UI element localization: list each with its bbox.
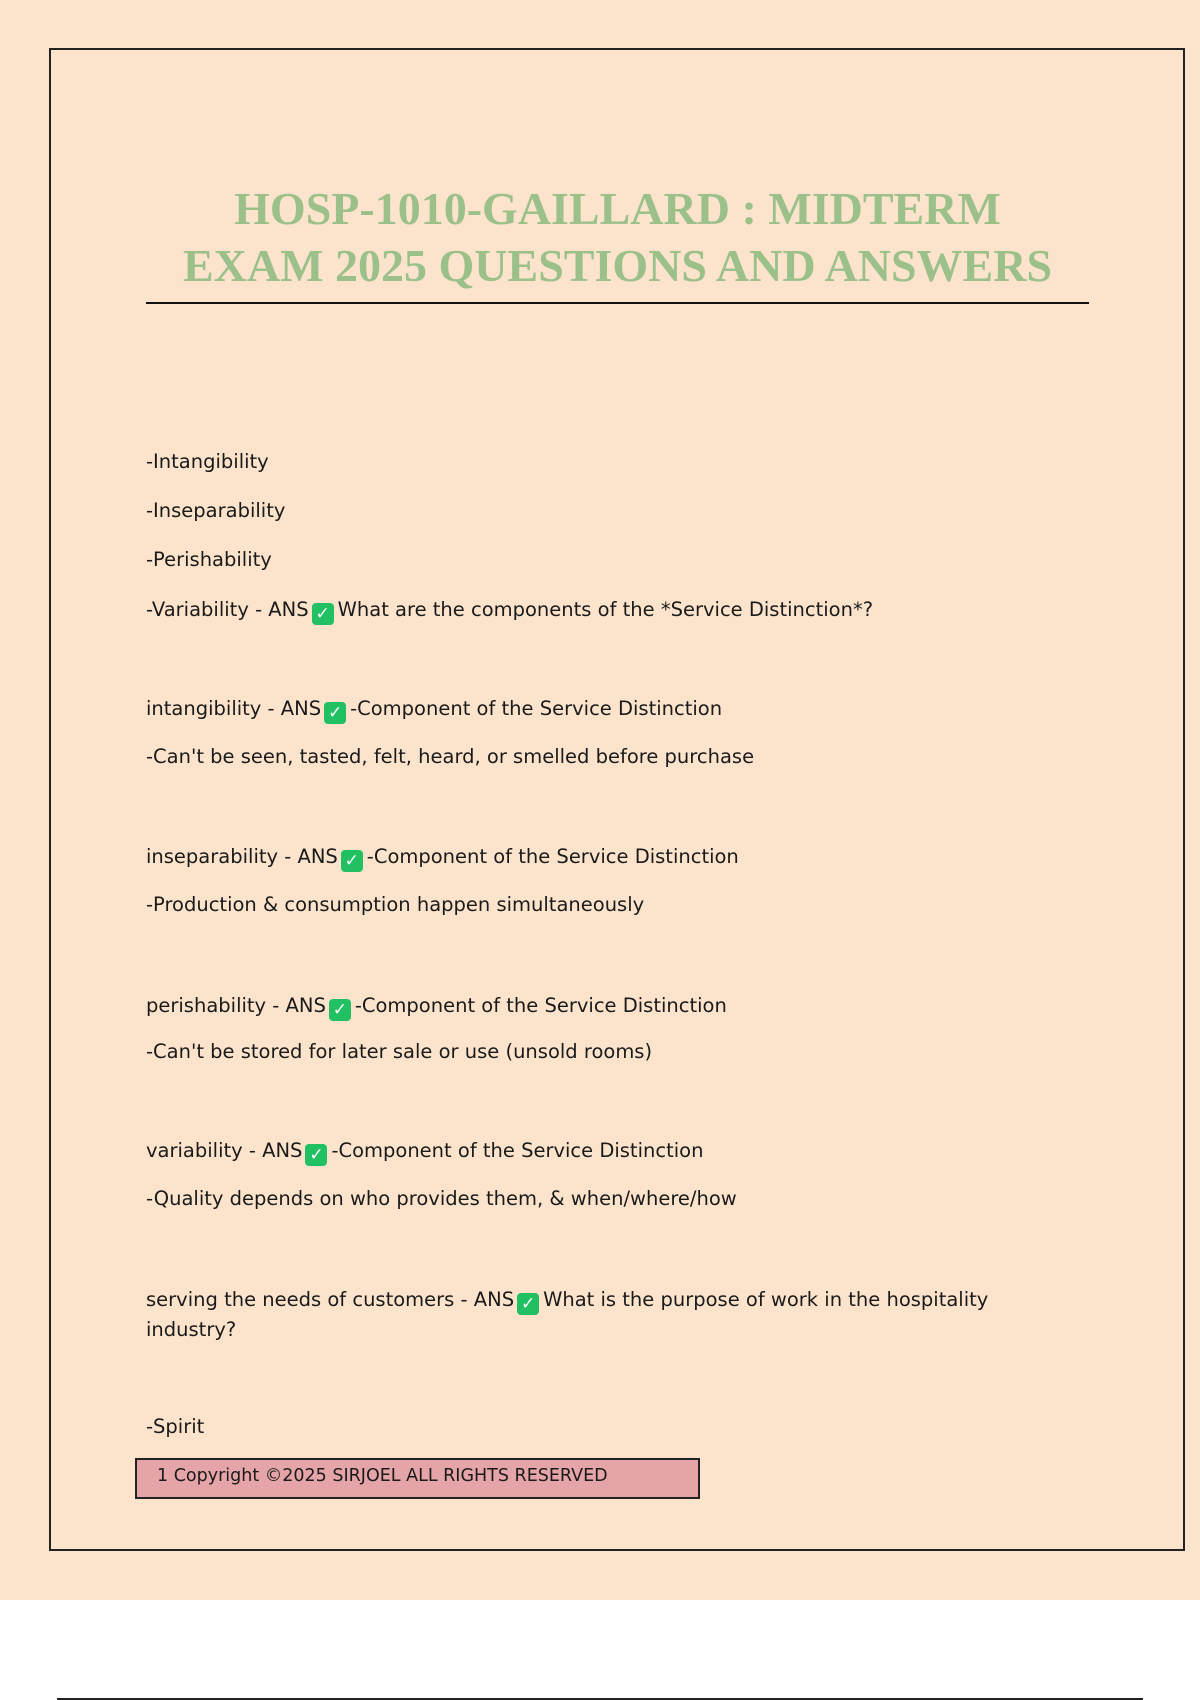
definition-text: -Component of the Service Distinction bbox=[366, 845, 739, 868]
term-text: perishability - ANS bbox=[146, 994, 326, 1017]
question-text: What is the purpose of work in the hospitality industry? bbox=[146, 1288, 989, 1341]
qa-entry bbox=[146, 1285, 1026, 1345]
definition-text: -Component of the Service Distinction bbox=[331, 1139, 704, 1162]
copyright-footer: 1 Copyright ©2025 SIRJOEL ALL RIGHTS RESERVED bbox=[135, 1458, 700, 1499]
definition-line: -Production & consumption happen simultaneously bbox=[146, 893, 645, 916]
answer-line: -Spirit bbox=[146, 1415, 205, 1438]
qa-entry bbox=[146, 1136, 703, 1166]
definition-line: -Can't be stored for later sale or use (unsold rooms) bbox=[146, 1040, 653, 1063]
check-icon: ✓ bbox=[324, 702, 346, 724]
answer-line: -Inseparability bbox=[146, 499, 286, 522]
check-icon: ✓ bbox=[329, 999, 351, 1021]
term-text: inseparability - ANS bbox=[146, 845, 338, 868]
title-underline bbox=[146, 302, 1089, 304]
term-text: variability - ANS bbox=[146, 1139, 303, 1162]
definition-line: -Quality depends on who provides them, & when/where/how bbox=[146, 1187, 737, 1210]
answer-text: serving the needs of customers - ANS bbox=[146, 1288, 515, 1311]
title-line-2: EXAM 2025 QUESTIONS AND ANSWERS bbox=[182, 240, 1053, 291]
definition-text: -Component of the Service Distinction bbox=[354, 994, 727, 1017]
qa-entry bbox=[146, 842, 739, 872]
qa-entry bbox=[146, 991, 727, 1021]
check-icon: ✓ bbox=[517, 1293, 539, 1315]
qa-entry bbox=[146, 595, 873, 625]
document-title bbox=[146, 180, 1089, 294]
answer-line: -Intangibility bbox=[146, 450, 269, 473]
qa-entry bbox=[146, 694, 722, 724]
term-text: intangibility - ANS bbox=[146, 697, 322, 720]
question-text: What are the components of the *Service Distinction*? bbox=[337, 598, 874, 621]
check-icon: ✓ bbox=[341, 850, 363, 872]
definition-line: -Can't be seen, tasted, felt, heard, or smelled before purchase bbox=[146, 745, 755, 768]
title-line-1: HOSP-1010-GAILLARD : MIDTERM bbox=[234, 183, 1001, 234]
check-icon: ✓ bbox=[312, 603, 334, 625]
answer-line: -Perishability bbox=[146, 548, 272, 571]
answer-text: -Variability - ANS bbox=[146, 598, 309, 621]
check-icon: ✓ bbox=[305, 1144, 327, 1166]
definition-text: -Component of the Service Distinction bbox=[350, 697, 723, 720]
